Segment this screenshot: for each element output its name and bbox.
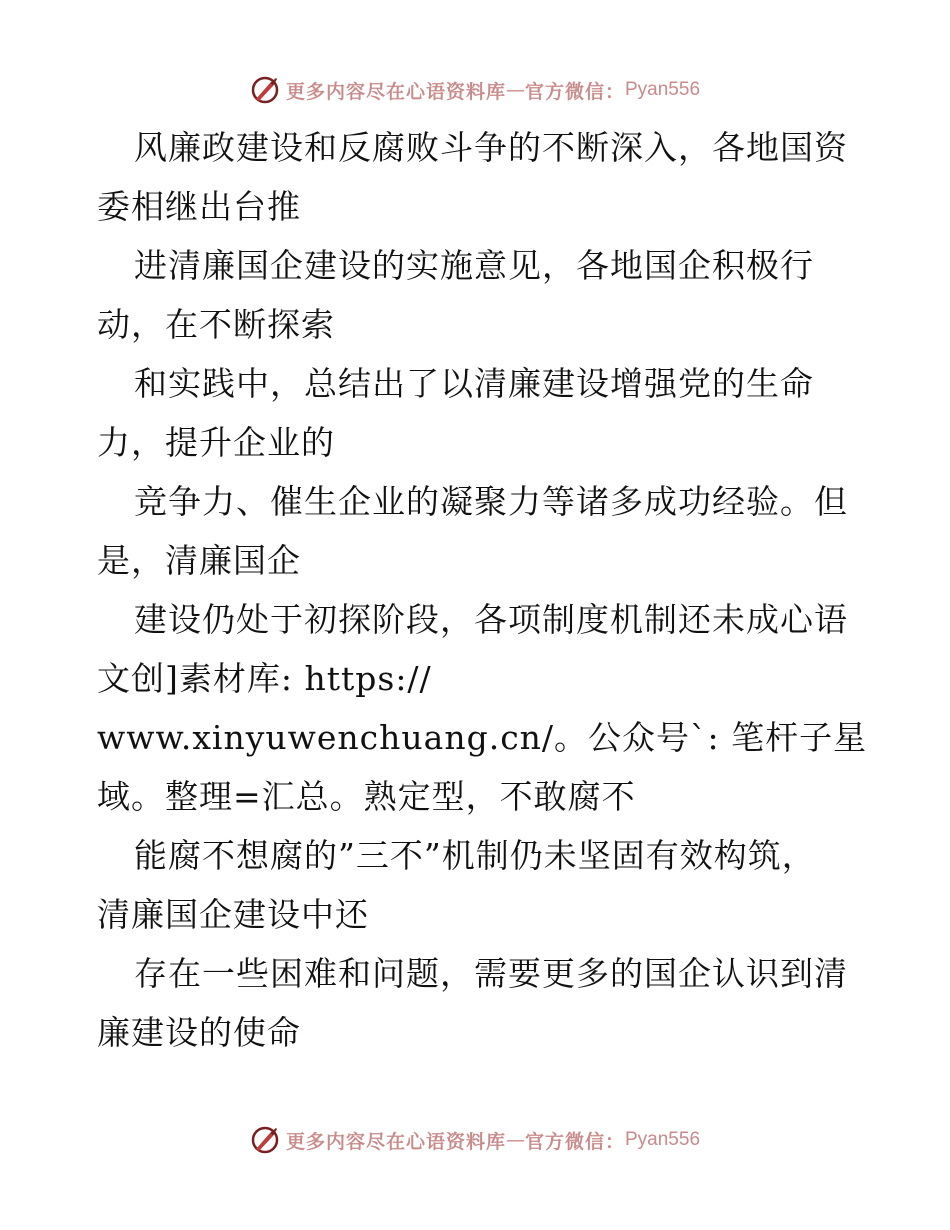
footer-brand-text: 更多内容尽在心语资料库 — [285, 1130, 506, 1153]
body-line: 廉建设的使命 — [97, 1013, 301, 1052]
body-line: 竞争力、催生企业的凝聚力等诸多成功经验。但 — [134, 482, 848, 521]
body-line: 是，清廉国企 — [97, 541, 301, 580]
body-line: 存在一些困难和问题，需要更多的国企认识到清 — [134, 954, 848, 993]
body-line: 进清廉国企建设的实施意见，各地国企积极行 — [134, 246, 814, 285]
header-wechat-label: 官方微信： — [524, 80, 625, 103]
footer-banner — [0, 1120, 950, 1160]
body-line: 域。整理=汇总。熟定型，不敢腐不 — [97, 777, 636, 816]
header-banner — [0, 70, 950, 110]
body-line: 和实践中，总结出了以清廉建设增强党的生命 — [134, 364, 814, 403]
header-wechat-id: Pyan556 — [625, 79, 701, 100]
header-separator: — — [505, 79, 525, 101]
body-line: 文创]素材库: https:// — [97, 659, 432, 698]
quill-seal-icon — [250, 75, 280, 105]
document-body — [97, 118, 868, 1062]
body-line: 清廉国企建设中还 — [97, 895, 369, 934]
body-line: 动，在不断探索 — [97, 305, 335, 344]
quill-seal-icon — [250, 1125, 280, 1155]
body-line: 风廉政建设和反腐败斗争的不断深入，各地国资 — [134, 128, 848, 167]
footer-wechat-label: 官方微信： — [524, 1130, 625, 1153]
body-line: 建设仍处于初探阶段，各项制度机制还未成心语 — [134, 600, 848, 639]
body-line: www.xinyuwenchuang.cn/。公众号`: 笔杆子星 — [97, 718, 868, 757]
body-line: 能腐不想腐的”三不”机制仍未坚固有效构筑， — [134, 836, 816, 875]
header-brand-text: 更多内容尽在心语资料库 — [285, 80, 506, 103]
footer-wechat-id: Pyan556 — [625, 1129, 701, 1150]
body-line: 力，提升企业的 — [97, 423, 335, 462]
footer-separator: — — [505, 1129, 525, 1151]
body-line: 委相继出台推 — [97, 187, 301, 226]
